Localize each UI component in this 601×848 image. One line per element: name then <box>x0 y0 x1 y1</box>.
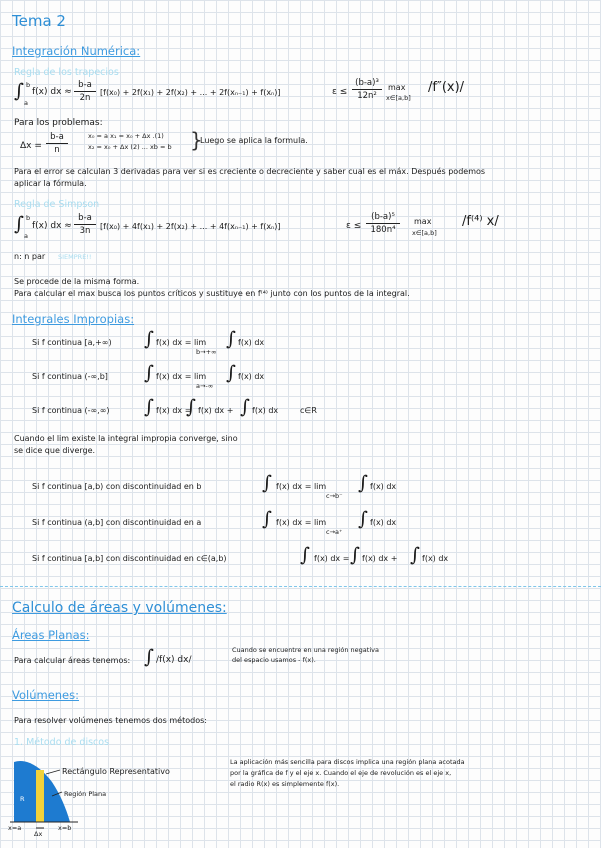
xb-label: x=b <box>58 824 72 832</box>
d1-sub: c→b⁻ <box>326 492 343 500</box>
region-label: Región Plana <box>64 790 107 798</box>
trap-error: ε ≤ <box>332 87 348 97</box>
integral-sign: ∫ <box>226 328 236 350</box>
d1-eq: f(x) dx = lim <box>276 482 327 491</box>
rect-label: Rectángulo Representativo <box>62 767 170 776</box>
integral-sign: ∫ <box>350 544 360 566</box>
discos-text-1: La aplicación más sencilla para discos implica una región plana acotada <box>230 758 465 766</box>
simp-error: ε ≤ <box>346 221 362 231</box>
radius-label: R <box>20 795 25 803</box>
integral-sign: ∫ <box>358 472 368 494</box>
trap-err-max: max <box>388 83 406 92</box>
discos-label: 1. Método de discos <box>14 737 110 748</box>
vol-text: Para resolver volúmenes tenemos dos métodos: <box>14 716 207 725</box>
page-title: Tema 2 <box>12 12 66 30</box>
discos-text-2: por la gráfica de f y el eje x. Cuando el eje de revolución es el eje x, <box>230 769 452 777</box>
integral-sign: ∫ <box>144 362 154 384</box>
planas-note-2: del espacio usamos - f(x). <box>232 656 316 664</box>
r1-sub: b→+∞ <box>196 348 217 356</box>
r3-rhs: f(x) dx <box>252 406 279 415</box>
simp-frac-num: b-a <box>78 213 92 223</box>
discont-case-3: Si f continua [a,b] con discontinuidad en c∈(a,b) <box>32 554 227 563</box>
simp-formula: f(x) dx ≈ <box>32 221 72 231</box>
integral-sign: ∫ <box>240 396 250 418</box>
trap-err-den: 12n² <box>357 91 377 101</box>
n-par-note: SIEMPRE!! <box>58 253 92 261</box>
d2-eq: f(x) dx = lim <box>276 518 327 527</box>
problems-label: Para los problemas: <box>14 118 103 128</box>
r2-eq: f(x) dx = lim <box>156 372 207 381</box>
integral-sign: ∫ <box>14 213 24 235</box>
trap-error-fraction <box>352 78 382 101</box>
xa-label: x=a <box>8 824 22 832</box>
integral-sign: ∫ <box>262 508 272 530</box>
integral-sign: ∫ <box>410 544 420 566</box>
xs-line1: x₀ = a x₁ = x₀ + Δx .(1) <box>88 132 164 140</box>
d2-sub: c→a⁺ <box>326 528 343 536</box>
simpson-label: Regla de Simpson <box>14 199 100 210</box>
xs-line2: x₂ = x₀ + Δx (2) ... xb = b <box>88 143 172 151</box>
rect-pointer <box>46 770 60 774</box>
integral-sign: ∫ <box>186 396 196 418</box>
trap-err-num: (b-a)³ <box>355 78 379 88</box>
integral-sign: ∫ <box>14 80 24 102</box>
trap-frac-den: 2n <box>79 93 91 103</box>
error-text-1: Para el error se calculan 3 derivadas para ver si es creciente o decreciente y saber cual es el máx. Después podemos <box>14 167 486 176</box>
representative-rectangle <box>36 770 44 822</box>
discont-case-1: Si f continua [a,b) con discontinuidad en b <box>32 482 202 491</box>
trapecios-label: Regla de los trapecios <box>14 67 119 78</box>
conv-text-2: se dice que diverge. <box>14 446 96 455</box>
trap-fraction <box>74 80 96 103</box>
section-divider <box>0 586 601 587</box>
discos-text-3: el radio R(x) es simplemente f(x). <box>230 780 340 788</box>
simp-error-fraction <box>366 212 400 235</box>
r2-rhs: f(x) dx <box>238 372 265 381</box>
upper-limit: b <box>26 81 31 89</box>
planas-note-1: Cuando se encuentre en una región negativa <box>232 646 379 654</box>
simp-err-abs: /f⁽⁴⁾ x/ <box>462 214 499 229</box>
integral-sign: ∫ <box>226 362 236 384</box>
simp-frac-den: 3n <box>79 226 91 236</box>
planas-heading: Áreas Planas: <box>12 628 90 642</box>
d1-rhs: f(x) dx <box>370 482 397 491</box>
integral-sign: ∫ <box>358 508 368 530</box>
impropia-case-3: Si f continua (-∞,∞) <box>32 406 110 415</box>
integral-sign: ∫ <box>144 646 154 668</box>
d3-rhs: f(x) dx <box>422 554 449 563</box>
simp-err-den: 180n⁴ <box>370 225 396 235</box>
planas-text: Para calcular áreas tenemos: <box>14 656 131 665</box>
then-apply: Luego se aplica la formula. <box>200 136 308 145</box>
integral-sign: ∫ <box>262 472 272 494</box>
integral-sign: ∫ <box>144 328 154 350</box>
lower-limit: a <box>24 99 28 107</box>
brace: } <box>190 128 203 152</box>
trap-frac-num: b-a <box>78 80 92 90</box>
d2-rhs: f(x) dx <box>370 518 397 527</box>
conv-text-1: Cuando el lim existe la integral impropia converge, sino <box>14 434 238 443</box>
same-way: Se procede de la misma forma. <box>14 277 140 286</box>
max-text: Para calcular el max busca los puntos críticos y sustituye en f⁽⁴⁾ junto con los puntos de la integral. <box>14 289 410 298</box>
areas-heading: Calculo de áreas y volúmenes: <box>12 600 227 616</box>
r2-sub: a→-∞ <box>196 382 214 390</box>
upper-limit: b <box>26 214 31 222</box>
trap-formula: f(x) dx ≈ <box>32 87 72 97</box>
dx-eq: Δx = <box>20 141 42 151</box>
trap-series: [f(x₀) + 2f(x₁) + 2f(x₂) + ... + 2f(xₙ₋₁) + f(xₙ)] <box>100 88 281 97</box>
integral-sign: ∫ <box>300 544 310 566</box>
impropia-case-1: Si f continua [a,+∞) <box>32 338 112 347</box>
integral-sign: ∫ <box>144 396 154 418</box>
planas-formula: /f(x) dx/ <box>156 655 192 665</box>
r3-eq: f(x) dx = <box>156 406 192 415</box>
error-text-2: aplicar la fórmula. <box>14 179 87 188</box>
r3-mid: f(x) dx + <box>198 406 234 415</box>
trap-err-abs: /f″(x)/ <box>428 80 465 95</box>
simp-err-sub: x∈[a,b] <box>412 229 437 237</box>
d3-mid: f(x) dx + <box>362 554 398 563</box>
simp-fraction <box>74 213 96 236</box>
r3-c: c∈R <box>300 406 317 415</box>
volumenes-heading: Volúmenes: <box>12 688 80 702</box>
r1-eq: f(x) dx = lim <box>156 338 207 347</box>
dx-fraction <box>46 132 68 155</box>
discont-case-2: Si f continua (a,b] con discontinuidad en a <box>32 518 202 527</box>
dx-den: n <box>54 145 60 155</box>
integracion-heading: Integración Numérica: <box>12 44 141 58</box>
simp-series: [f(x₀) + 4f(x₁) + 2f(x₂) + ... + 4f(xₙ₋₁) + f(xₙ)] <box>100 222 281 231</box>
simp-err-max: max <box>414 217 432 226</box>
trap-err-sub: x∈[a,b] <box>386 94 411 102</box>
r1-rhs: f(x) dx <box>238 338 265 347</box>
simp-err-num: (b-a)⁵ <box>371 212 395 222</box>
impropias-heading: Integrales Impropias: <box>12 312 135 326</box>
impropia-case-2: Si f continua (-∞,b] <box>32 372 108 381</box>
dx-label: Δx <box>34 830 43 838</box>
dx-num: b-a <box>50 132 64 142</box>
lower-limit: a <box>24 232 28 240</box>
n-par: n: n par <box>14 252 46 261</box>
d3-eq: f(x) dx = <box>314 554 350 563</box>
